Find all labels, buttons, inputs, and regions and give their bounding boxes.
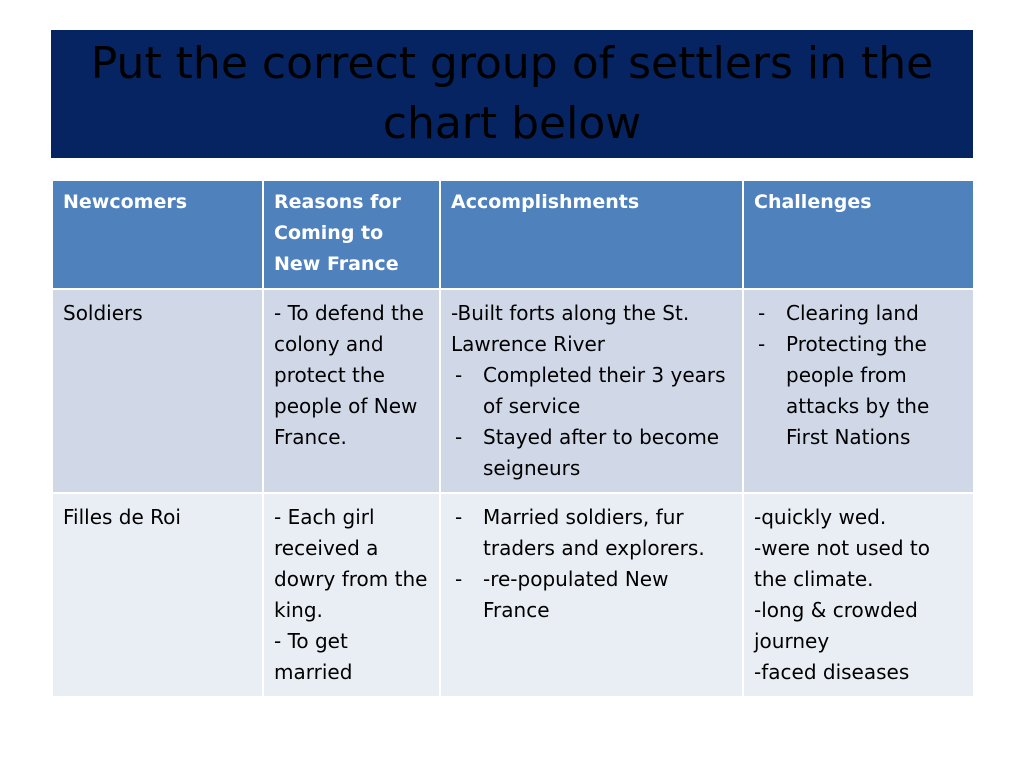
title-banner — [51, 30, 973, 158]
challenge-text: -quickly wed. — [754, 505, 887, 529]
list-item: - Stayed after to become seigneurs — [451, 422, 732, 484]
challenges-list — [754, 298, 963, 453]
challenges-cell — [743, 289, 974, 493]
accomplishments-cell — [440, 289, 743, 493]
accomplishment-intro: -Built forts along the St. Lawrence River — [451, 301, 690, 356]
challenge-text: -long & crowded journey — [754, 598, 918, 653]
header-challenges: Challenges — [743, 180, 974, 289]
table-header-row — [52, 180, 974, 289]
list-item: - -re-populated New France — [451, 564, 732, 626]
header-reasons: Reasons for Coming to New France — [263, 180, 440, 289]
slide-title: Put the correct group of settlers in the chart below — [90, 38, 934, 149]
table-row — [52, 493, 974, 697]
reasons-cell — [263, 493, 440, 697]
challenge-text: -were not used to the climate. — [754, 536, 930, 591]
reason-text: - To defend the colony and protect the people of New France. — [274, 301, 424, 449]
list-item: - Clearing land — [754, 298, 963, 329]
header-accomplishments: Accomplishments — [440, 180, 743, 289]
newcomer-cell-filles-de-roi: Filles de Roi — [52, 493, 263, 697]
list-item: - Protecting the people from attacks by the First Nations — [754, 329, 963, 453]
newcomer-cell-soldiers: Soldiers — [52, 289, 263, 493]
reason-text: - Each girl received a dowry from the king. — [274, 505, 428, 622]
header-newcomers: Newcomers — [52, 180, 263, 289]
list-item: - Completed their 3 years of service — [451, 360, 732, 422]
reason-text: - To get married — [274, 629, 353, 684]
table-row — [52, 289, 974, 493]
accomplishments-list — [451, 502, 732, 626]
accomplishments-list — [451, 360, 732, 484]
reasons-cell — [263, 289, 440, 493]
list-item: - Married soldiers, fur traders and explorers. — [451, 502, 732, 564]
challenges-cell — [743, 493, 974, 697]
challenge-text: -faced diseases — [754, 660, 910, 684]
settlers-table — [51, 179, 975, 698]
accomplishments-cell — [440, 493, 743, 697]
